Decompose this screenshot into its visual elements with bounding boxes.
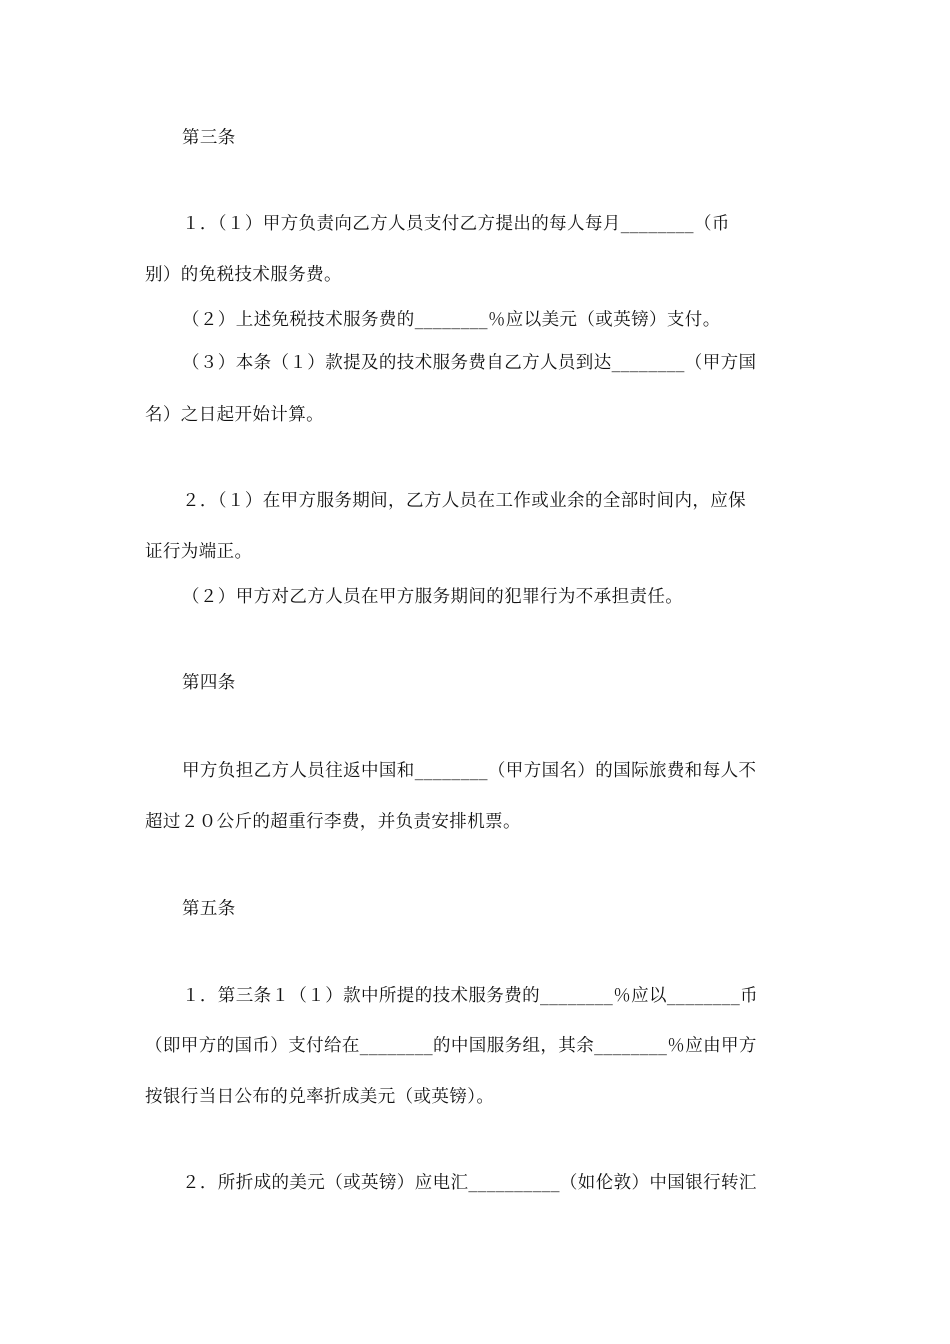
- article-4-heading: 第四条: [182, 673, 236, 693]
- paragraph-line: 证行为端正。: [145, 542, 253, 562]
- paragraph-line: （３）本条（１）款提及的技术服务费自乙方人员到达________（甲方国: [182, 353, 757, 373]
- paragraph-line: 超过２０公斤的超重行李费，并负责安排机票。: [145, 812, 521, 832]
- paragraph-line: ２．所折成的美元（或英镑）应电汇__________（如伦敦）中国银行转汇: [182, 1173, 757, 1193]
- paragraph-line: ２．（１）在甲方服务期间，乙方人员在工作或业余的全部时间内，应保: [182, 491, 747, 511]
- paragraph-line: 名）之日起开始计算。: [145, 405, 324, 425]
- article-3-heading: 第三条: [182, 128, 236, 148]
- paragraph-line: （２）甲方对乙方人员在甲方服务期间的犯罪行为不承担责任。: [182, 587, 684, 607]
- paragraph-line: １．第三条１（１）款中所提的技术服务费的________％应以________币: [182, 986, 758, 1006]
- paragraph-line: 按银行当日公布的兑率折成美元（或英镑）。: [145, 1087, 495, 1107]
- paragraph-line: １．（１）甲方负责向乙方人员支付乙方提出的每人每月________（币: [182, 214, 730, 234]
- paragraph-line: 别）的免税技术服务费。: [145, 265, 342, 285]
- article-5-heading: 第五条: [182, 899, 236, 919]
- paragraph-line: （２）上述免税技术服务费的________％应以美元（或英镑）支付。: [182, 310, 721, 330]
- paragraph-line: 甲方负担乙方人员往返中国和________（甲方国名）的国际旅费和每人不: [182, 761, 757, 781]
- paragraph-line: （即甲方的国币）支付给在________的中国服务组，其余________％应由甲方: [145, 1036, 757, 1056]
